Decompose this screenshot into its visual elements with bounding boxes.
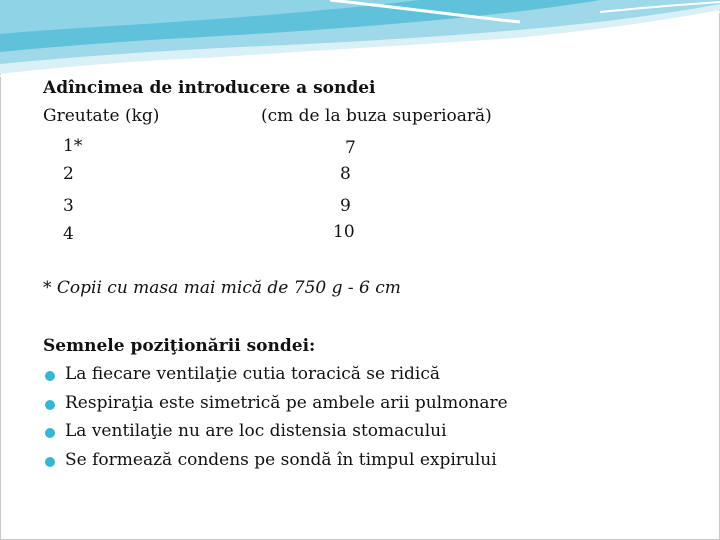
weight-cell: 4: [63, 224, 74, 244]
bullet-icon: [45, 428, 55, 438]
list-item: [43, 364, 508, 393]
list-item-text: Respiraţia este simetrică pe ambele arii pulmonare: [65, 392, 508, 413]
list-item-text: La ventilaţie nu are loc distensia stomacului: [65, 421, 447, 441]
depth-cell: 9: [340, 196, 351, 216]
list-item-text: La fiecare ventilaţie cutia toracică se ridică: [65, 364, 441, 384]
list-item: [43, 421, 508, 450]
depth-column-header: (cm de la buza superioară): [261, 106, 492, 126]
signs-title: Semnele poziţionării sondei:: [43, 336, 316, 356]
table-title: Adîncimea de introducere a sondei: [43, 78, 376, 98]
list-item-text: Se formează condens pe sondă în timpul expirului: [65, 449, 497, 470]
list-item: [43, 450, 508, 479]
weight-cell: 2: [63, 164, 74, 184]
depth-cell: 8: [340, 164, 351, 184]
depth-cell: 7: [345, 138, 356, 158]
depth-cell: 10: [333, 222, 355, 242]
list-item: [43, 393, 508, 422]
bullet-icon: [45, 457, 55, 467]
weight-cell: 1*: [63, 136, 83, 156]
footnote: * Copii cu masa mai mică de 750 g - 6 cm: [43, 278, 401, 298]
bullet-icon: [45, 400, 55, 410]
signs-list: [43, 364, 508, 478]
weight-column-header: Greutate (kg): [43, 106, 160, 126]
weight-cell: 3: [63, 196, 74, 216]
bullet-icon: [45, 371, 55, 381]
header-wave-decoration: [0, 0, 720, 80]
